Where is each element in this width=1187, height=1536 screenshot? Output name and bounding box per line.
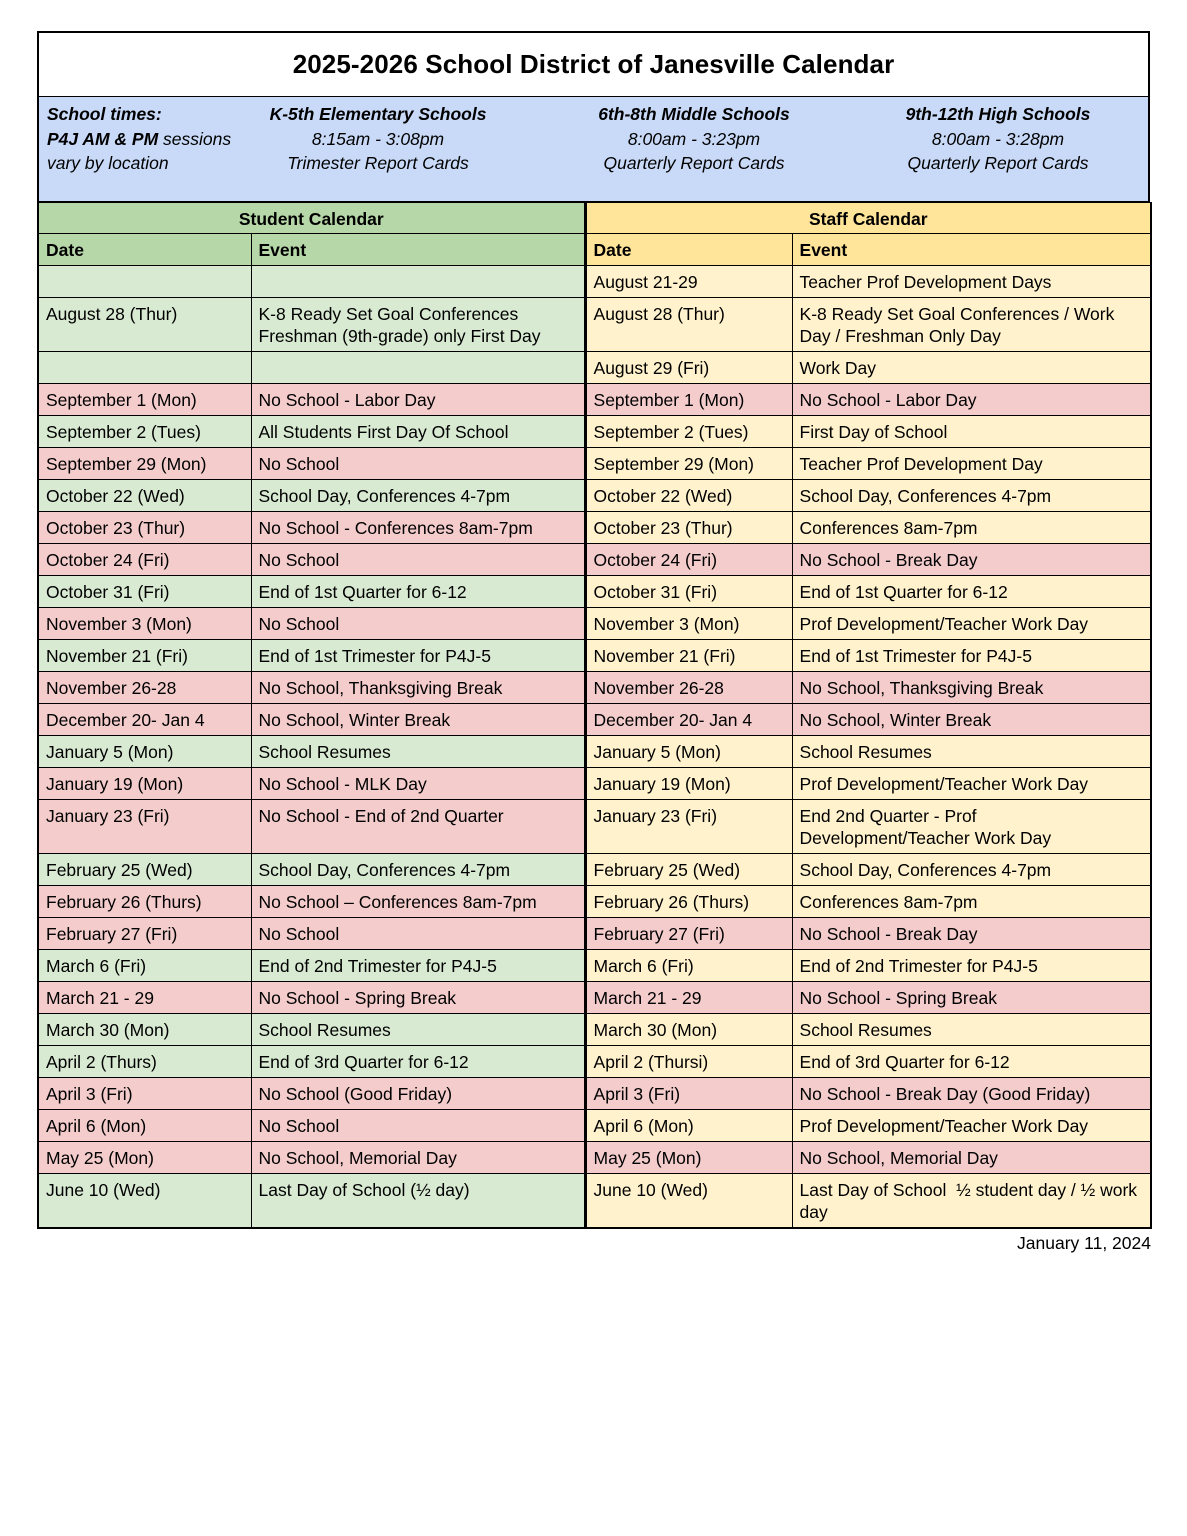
- table-row: [38, 298, 1151, 352]
- student-event-cell: K-8 Ready Set Goal Conferences Freshman (9th-grade) only First Day: [251, 298, 585, 352]
- student-date-cell: June 10 (Wed): [38, 1174, 251, 1229]
- staff-date-cell: May 25 (Mon): [585, 1142, 792, 1174]
- table-row: [38, 448, 1151, 480]
- student-date-cell: April 3 (Fri): [38, 1078, 251, 1110]
- student-date-cell: April 2 (Thurs): [38, 1046, 251, 1078]
- staff-event-cell: School Resumes: [792, 736, 1151, 768]
- student-event-cell: [251, 352, 585, 384]
- student-date-cell: December 20- Jan 4: [38, 704, 251, 736]
- student-event-cell: School Day, Conferences 4-7pm: [251, 854, 585, 886]
- student-event-cell: School Resumes: [251, 736, 585, 768]
- staff-event-cell: End of 3rd Quarter for 6-12: [792, 1046, 1151, 1078]
- staff-date-cell: March 6 (Fri): [585, 950, 792, 982]
- staff-date-cell: November 21 (Fri): [585, 640, 792, 672]
- revision-date: January 11, 2024: [1017, 1233, 1151, 1253]
- table-row: [38, 352, 1151, 384]
- table-row: [38, 672, 1151, 704]
- staff-event-cell: No School, Thanksgiving Break: [792, 672, 1151, 704]
- staff-date-cell: October 24 (Fri): [585, 544, 792, 576]
- staff-event-cell: No School - Break Day: [792, 918, 1151, 950]
- elementary-report: Trimester Report Cards: [287, 153, 469, 173]
- staff-event-cell: Work Day: [792, 352, 1151, 384]
- staff-date-cell: August 21-29: [585, 266, 792, 298]
- staff-event-cell: End 2nd Quarter - Prof Development/Teacher Work Day: [792, 800, 1151, 854]
- calendar-table: [37, 202, 1152, 1229]
- student-event-cell: All Students First Day Of School: [251, 416, 585, 448]
- staff-date-cell: October 31 (Fri): [585, 576, 792, 608]
- student-event-cell: No School: [251, 1110, 585, 1142]
- elementary-hours: 8:15am - 3:08pm: [311, 128, 445, 149]
- student-date-cell: October 24 (Fri): [38, 544, 251, 576]
- student-event-cell: End of 1st Quarter for 6-12: [251, 576, 585, 608]
- table-row: [38, 800, 1151, 854]
- staff-date-cell: December 20- Jan 4: [585, 704, 792, 736]
- student-date-cell: October 31 (Fri): [38, 576, 251, 608]
- staff-date-cell: August 28 (Thur): [585, 298, 792, 352]
- student-event-cell: No School: [251, 608, 585, 640]
- staff-date-cell: February 26 (Thurs): [585, 886, 792, 918]
- student-date-cell: April 6 (Mon): [38, 1110, 251, 1142]
- staff-event-cell: Teacher Prof Development Day: [792, 448, 1151, 480]
- middle-report: Quarterly Report Cards: [603, 153, 785, 173]
- student-date-cell: March 30 (Mon): [38, 1014, 251, 1046]
- staff-event-cell: No School - Break Day: [792, 544, 1151, 576]
- high-report: Quarterly Report Cards: [907, 153, 1089, 173]
- p4j-label: P4J AM & PM: [47, 128, 159, 149]
- student-event-cell: No School - Labor Day: [251, 384, 585, 416]
- title-box: [37, 31, 1150, 97]
- sessions-label: sessions: [158, 128, 232, 149]
- student-event-cell: No School - Spring Break: [251, 982, 585, 1014]
- table-row: [38, 982, 1151, 1014]
- staff-date-cell: June 10 (Wed): [585, 1174, 792, 1229]
- staff-event-header: Event: [792, 234, 1151, 266]
- staff-date-cell: January 23 (Fri): [585, 800, 792, 854]
- student-event-cell: End of 2nd Trimester for P4J-5: [251, 950, 585, 982]
- staff-date-cell: October 23 (Thur): [585, 512, 792, 544]
- staff-event-cell: Prof Development/Teacher Work Day: [792, 1110, 1151, 1142]
- middle-times: [584, 102, 804, 176]
- calendar-sheet: [37, 31, 1150, 1229]
- student-event-cell: No School – Conferences 8am-7pm: [251, 886, 585, 918]
- staff-calendar-title: Staff Calendar: [585, 203, 1151, 234]
- table-row: [38, 704, 1151, 736]
- student-date-cell: January 23 (Fri): [38, 800, 251, 854]
- table-row: [38, 1078, 1151, 1110]
- table-row: [38, 576, 1151, 608]
- student-date-cell: October 23 (Thur): [38, 512, 251, 544]
- staff-event-cell: Last Day of School ½ student day / ½ work day: [792, 1174, 1151, 1229]
- table-row: [38, 512, 1151, 544]
- staff-event-cell: End of 2nd Trimester for P4J-5: [792, 950, 1151, 982]
- student-date-header: Date: [38, 234, 251, 266]
- school-times-intro: [47, 102, 231, 176]
- p4j-sessions-note: [47, 127, 231, 152]
- student-date-cell: September 2 (Tues): [38, 416, 251, 448]
- table-row: [38, 1174, 1151, 1229]
- staff-date-cell: April 6 (Mon): [585, 1110, 792, 1142]
- student-date-cell: November 26-28: [38, 672, 251, 704]
- staff-date-cell: September 2 (Tues): [585, 416, 792, 448]
- table-row: [38, 1110, 1151, 1142]
- staff-date-cell: January 19 (Mon): [585, 768, 792, 800]
- staff-date-cell: January 5 (Mon): [585, 736, 792, 768]
- table-row: [38, 416, 1151, 448]
- elementary-times: [268, 102, 488, 176]
- staff-date-cell: November 3 (Mon): [585, 608, 792, 640]
- student-date-cell: [38, 266, 251, 298]
- table-row: [38, 544, 1151, 576]
- staff-event-cell: Prof Development/Teacher Work Day: [792, 768, 1151, 800]
- staff-event-cell: Prof Development/Teacher Work Day: [792, 608, 1151, 640]
- student-event-cell: No School: [251, 544, 585, 576]
- staff-date-cell: September 1 (Mon): [585, 384, 792, 416]
- column-header-row: [38, 234, 1151, 266]
- staff-event-cell: School Day, Conferences 4-7pm: [792, 480, 1151, 512]
- student-event-cell: End of 3rd Quarter for 6-12: [251, 1046, 585, 1078]
- staff-event-cell: K-8 Ready Set Goal Conferences / Work Day / Freshman Only Day: [792, 298, 1151, 352]
- student-event-cell: No School - MLK Day: [251, 768, 585, 800]
- staff-date-cell: September 29 (Mon): [585, 448, 792, 480]
- school-times-panel: [37, 97, 1150, 202]
- table-row: [38, 608, 1151, 640]
- table-row: [38, 384, 1151, 416]
- table-row: [38, 1046, 1151, 1078]
- student-event-cell: School Resumes: [251, 1014, 585, 1046]
- student-date-cell: November 3 (Mon): [38, 608, 251, 640]
- staff-event-cell: Conferences 8am-7pm: [792, 886, 1151, 918]
- staff-event-cell: No School, Memorial Day: [792, 1142, 1151, 1174]
- calendar-title-row: [38, 203, 1151, 234]
- student-date-cell: September 29 (Mon): [38, 448, 251, 480]
- staff-event-cell: School Day, Conferences 4-7pm: [792, 854, 1151, 886]
- staff-date-cell: April 3 (Fri): [585, 1078, 792, 1110]
- student-event-cell: No School, Thanksgiving Break: [251, 672, 585, 704]
- staff-event-cell: No School - Spring Break: [792, 982, 1151, 1014]
- table-row: [38, 768, 1151, 800]
- student-date-cell: March 21 - 29: [38, 982, 251, 1014]
- table-row: [38, 640, 1151, 672]
- student-date-cell: September 1 (Mon): [38, 384, 251, 416]
- staff-event-cell: Conferences 8am-7pm: [792, 512, 1151, 544]
- high-name: 9th-12th High Schools: [905, 104, 1091, 124]
- table-row: [38, 854, 1151, 886]
- student-event-cell: No School, Memorial Day: [251, 1142, 585, 1174]
- student-date-cell: January 19 (Mon): [38, 768, 251, 800]
- student-event-cell: End of 1st Trimester for P4J-5: [251, 640, 585, 672]
- calendar-body: [38, 266, 1151, 1229]
- staff-date-cell: October 22 (Wed): [585, 480, 792, 512]
- vary-note: vary by location: [47, 153, 169, 173]
- elementary-name: K-5th Elementary Schools: [269, 104, 487, 124]
- staff-event-cell: Teacher Prof Development Days: [792, 266, 1151, 298]
- staff-event-cell: School Resumes: [792, 1014, 1151, 1046]
- page-title: 2025-2026 School District of Janesville Calendar: [292, 49, 895, 79]
- staff-date-header: Date: [585, 234, 792, 266]
- high-times: [888, 102, 1108, 176]
- table-row: [38, 480, 1151, 512]
- table-row: [38, 918, 1151, 950]
- student-event-cell: Last Day of School (½ day): [251, 1174, 585, 1229]
- table-row: [38, 1014, 1151, 1046]
- student-event-cell: No School (Good Friday): [251, 1078, 585, 1110]
- staff-date-cell: February 25 (Wed): [585, 854, 792, 886]
- student-date-cell: August 28 (Thur): [38, 298, 251, 352]
- student-date-cell: February 25 (Wed): [38, 854, 251, 886]
- student-event-cell: No School - Conferences 8am-7pm: [251, 512, 585, 544]
- staff-date-cell: April 2 (Thursi): [585, 1046, 792, 1078]
- student-event-cell: School Day, Conferences 4-7pm: [251, 480, 585, 512]
- student-event-cell: [251, 266, 585, 298]
- staff-date-cell: March 21 - 29: [585, 982, 792, 1014]
- staff-event-cell: No School, Winter Break: [792, 704, 1151, 736]
- table-row: [38, 736, 1151, 768]
- staff-date-cell: August 29 (Fri): [585, 352, 792, 384]
- student-date-cell: October 22 (Wed): [38, 480, 251, 512]
- staff-date-cell: March 30 (Mon): [585, 1014, 792, 1046]
- student-event-cell: No School: [251, 918, 585, 950]
- student-event-cell: No School, Winter Break: [251, 704, 585, 736]
- staff-event-cell: End of 1st Quarter for 6-12: [792, 576, 1151, 608]
- student-event-header: Event: [251, 234, 585, 266]
- staff-event-cell: No School - Break Day (Good Friday): [792, 1078, 1151, 1110]
- student-date-cell: November 21 (Fri): [38, 640, 251, 672]
- student-calendar-title: Student Calendar: [38, 203, 585, 234]
- student-date-cell: May 25 (Mon): [38, 1142, 251, 1174]
- staff-event-cell: First Day of School: [792, 416, 1151, 448]
- student-date-cell: February 26 (Thurs): [38, 886, 251, 918]
- table-row: [38, 1142, 1151, 1174]
- student-date-cell: January 5 (Mon): [38, 736, 251, 768]
- staff-date-cell: February 27 (Fri): [585, 918, 792, 950]
- staff-date-cell: November 26-28: [585, 672, 792, 704]
- student-date-cell: March 6 (Fri): [38, 950, 251, 982]
- high-hours: 8:00am - 3:28pm: [931, 128, 1065, 149]
- table-row: [38, 886, 1151, 918]
- student-event-cell: No School: [251, 448, 585, 480]
- staff-event-cell: No School - Labor Day: [792, 384, 1151, 416]
- student-date-cell: [38, 352, 251, 384]
- table-row: [38, 950, 1151, 982]
- table-row: [38, 266, 1151, 298]
- middle-hours: 8:00am - 3:23pm: [627, 128, 761, 149]
- middle-name: 6th-8th Middle Schools: [598, 104, 790, 124]
- student-date-cell: February 27 (Fri): [38, 918, 251, 950]
- school-times-label: School times:: [47, 104, 162, 124]
- staff-event-cell: End of 1st Trimester for P4J-5: [792, 640, 1151, 672]
- student-event-cell: No School - End of 2nd Quarter: [251, 800, 585, 854]
